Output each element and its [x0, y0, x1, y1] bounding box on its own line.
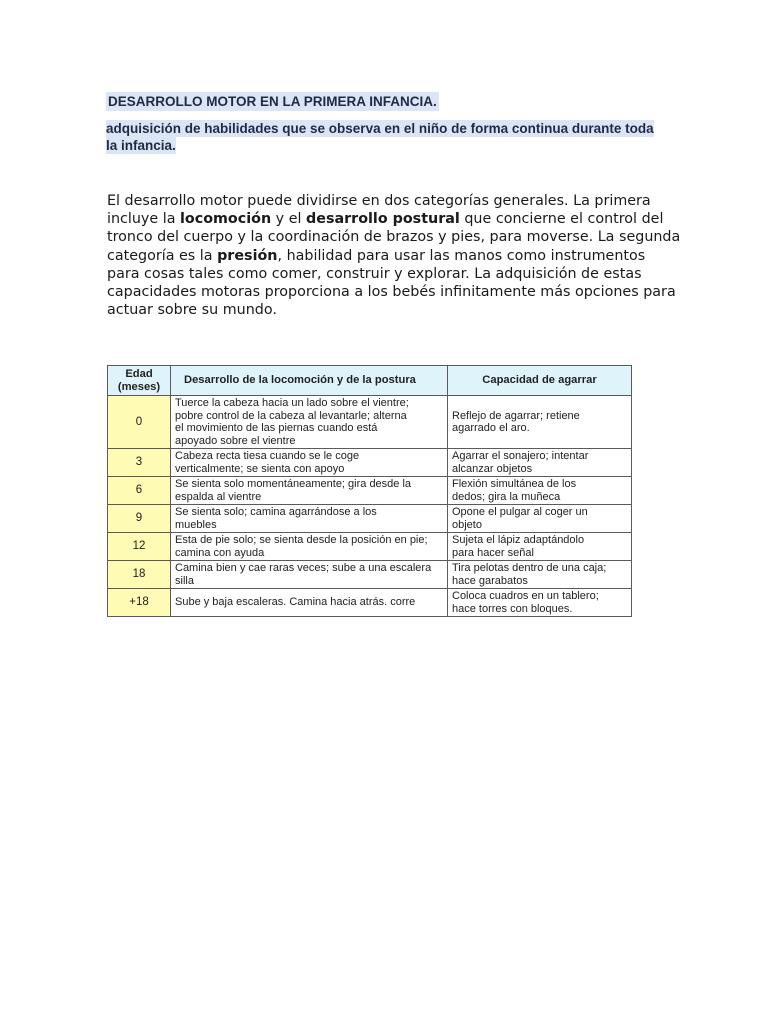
cell-line: Esta de pie solo; se sienta desde la posición en pie;: [175, 534, 428, 546]
cell-line: hace garabatos: [452, 574, 528, 587]
locomotion-cell: [171, 396, 448, 449]
paragraph-line: incluye la locomoción y el desarrollo postural que concierne el control del: [107, 211, 664, 228]
age-cell: 18: [108, 561, 171, 589]
cell-line: camina con ayuda: [175, 546, 265, 559]
grab-cell: [448, 477, 632, 505]
grab-cell: [448, 396, 632, 449]
document-title: DESARROLLO MOTOR EN LA PRIMERA INFANCIA.: [108, 94, 437, 109]
paragraph-line: El desarrollo motor puede dividirse en dos categorías generales. La primera: [107, 193, 651, 209]
grab-cell: [448, 589, 632, 617]
paragraph-line: para cosas tales como comer, construir y explorar. La adquisición de estas: [107, 265, 642, 282]
cell-line: agarrado el aro.: [452, 422, 530, 434]
age-cell: 9: [108, 505, 171, 533]
cell-line: Tuerce la cabeza hacia un lado sobre el vientre;: [175, 397, 409, 409]
paragraph-line: actuar sobre su mundo.: [107, 302, 277, 319]
table-row: [108, 561, 632, 589]
paragraph-line: capacidades motoras proporciona a los bebés infinitamente más opciones para: [107, 284, 676, 301]
motor-development-table: [107, 365, 632, 617]
cell-line: hace torres con bloques.: [452, 602, 573, 615]
table-row: [108, 533, 632, 561]
term-locomocion: locomoción: [180, 211, 272, 228]
cell-line: Tira pelotas dentro de una caja;: [452, 562, 607, 574]
header-age: Edad (meses): [108, 366, 171, 396]
header-grab: Capacidad de agarrar: [448, 366, 632, 396]
cell-line: dedos; gira la muñeca: [452, 490, 561, 503]
cell-line: Se sienta solo; camina agarrándose a los: [175, 506, 377, 518]
cell-line: Camina bien y cae raras veces; sube a una escalera: [175, 562, 432, 574]
grab-cell: [448, 449, 632, 477]
term-presion: presión: [217, 247, 278, 264]
cell-line: apoyado sobre el vientre: [175, 434, 296, 447]
cell-line: pobre control de la cabeza al levantarle; alterna: [175, 409, 407, 422]
cell-line: Coloca cuadros en un tablero;: [452, 590, 599, 602]
locomotion-cell: [171, 505, 448, 533]
cell-line: el movimiento de las piernas cuando está: [175, 422, 378, 434]
cell-line: silla: [175, 574, 194, 587]
table-header-row: [108, 366, 632, 396]
locomotion-cell: [171, 561, 448, 589]
cell-line: objeto: [452, 518, 482, 531]
locomotion-cell: [171, 589, 448, 617]
grab-cell: [448, 533, 632, 561]
age-cell: +18: [108, 589, 171, 617]
intro-paragraph: [107, 192, 681, 319]
cell-line: Flexión simultánea de los: [452, 478, 577, 490]
age-cell: 6: [108, 477, 171, 505]
header-locomotion: Desarrollo de la locomoción y de la postura: [171, 366, 448, 396]
cell-line: Sujeta el lápiz adaptándolo: [452, 534, 585, 546]
table-row: [108, 589, 632, 617]
age-cell: 12: [108, 533, 171, 561]
table-row: [108, 449, 632, 477]
cell-line: Cabeza recta tiesa cuando se le coge: [175, 450, 360, 462]
age-cell: 3: [108, 449, 171, 477]
table-body: [108, 396, 632, 617]
term-desarrollo-postural: desarrollo postural: [306, 211, 460, 228]
cell-line: espalda al vientre: [175, 490, 262, 503]
table-row: [108, 396, 632, 449]
cell-line: para hacer señal: [452, 546, 534, 559]
age-cell: 0: [108, 396, 171, 449]
cell-line: verticalmente; se sienta con apoyo: [175, 462, 345, 475]
locomotion-cell: [171, 477, 448, 505]
table-row: [108, 505, 632, 533]
cell-line: Se sienta solo momentáneamente; gira desde la: [175, 478, 412, 490]
locomotion-cell: [171, 533, 448, 561]
cell-line: Agarrar el sonajero; intentar: [452, 450, 589, 462]
paragraph-line: tronco del cuerpo y la coordinación de brazos y pies, para moverse. La segunda: [107, 229, 681, 246]
cell-line: Opone el pulgar al coger un: [452, 506, 588, 518]
grab-cell: [448, 561, 632, 589]
subtitle-text: adquisición de habilidades que se observa en el niño de forma continua durante toda la infancia.: [106, 121, 654, 153]
grab-cell: [448, 505, 632, 533]
cell-line: Sube y baja escaleras. Camina hacia atrás. corre: [175, 596, 416, 609]
document-subtitle: [106, 120, 666, 154]
table-row: [108, 477, 632, 505]
cell-line: alcanzar objetos: [452, 462, 533, 475]
cell-line: Reflejo de agarrar; retiene: [452, 409, 580, 422]
cell-line: muebles: [175, 518, 217, 531]
paragraph-line: categoría es la presión, habilidad para usar las manos como instrumentos: [107, 247, 646, 264]
locomotion-cell: [171, 449, 448, 477]
